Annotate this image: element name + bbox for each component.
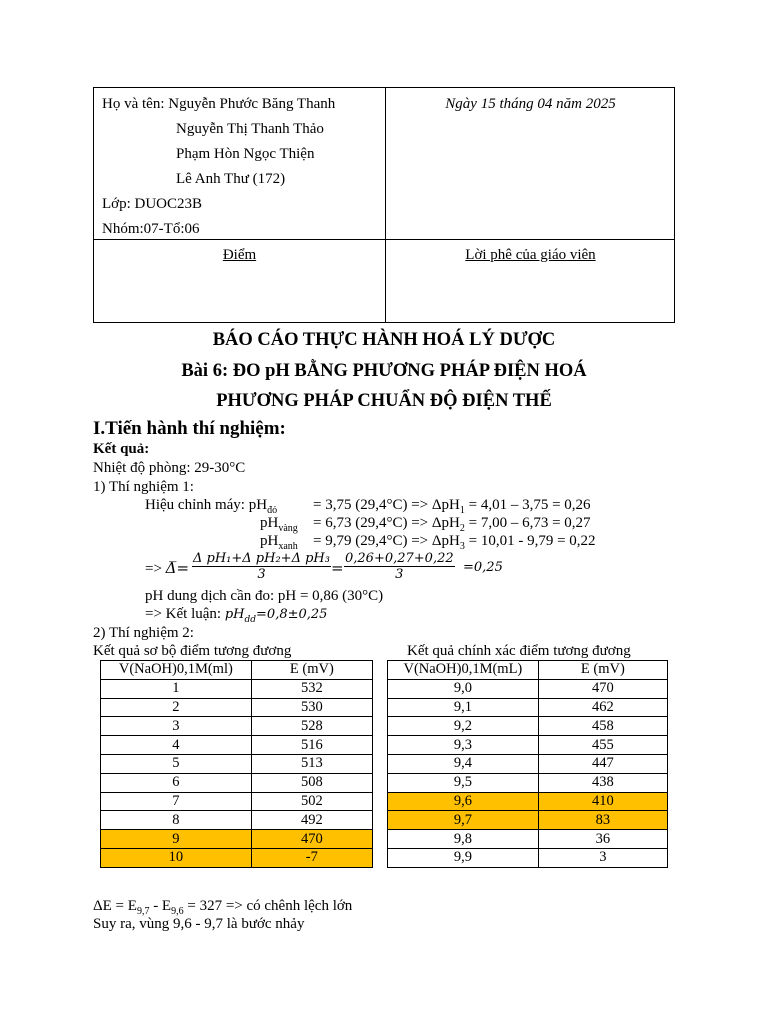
calibration-red: Hiệu chỉnh máy: $pH_{đỏ}$	[145, 497, 278, 516]
table-header-row	[388, 661, 668, 680]
potential-cell: 470	[538, 679, 667, 698]
volume-cell: 9,2	[388, 717, 539, 736]
average-formula-prefix: => Δ̅=	[145, 559, 190, 577]
member-name: Lê Anh Thư (172)	[176, 171, 286, 187]
header-divider-vertical	[385, 88, 386, 322]
average-fraction-symbolic: $\frac{\text{Δ pH₁+Δ pH₂+Δ pH₃}}{3}$	[193, 551, 330, 582]
table-row	[388, 792, 668, 811]
room-temperature: Nhiệt độ phòng: 29-30°C	[93, 460, 246, 476]
table-row	[388, 830, 668, 849]
potential-cell: 462	[538, 698, 667, 717]
equals-sign: =	[331, 559, 344, 577]
potential-cell: 492	[251, 811, 372, 830]
experiment-2-label: 2) Thí nghiệm 2:	[93, 625, 194, 641]
table-row	[101, 811, 373, 830]
member-name: Phạm Hòn Ngọc Thiện	[176, 146, 315, 162]
table-row	[388, 754, 668, 773]
potential-cell: 502	[251, 792, 372, 811]
table-row	[388, 736, 668, 755]
table-row	[388, 848, 668, 867]
table-row	[101, 736, 373, 755]
table-row	[101, 717, 373, 736]
volume-cell: 9,1	[388, 698, 539, 717]
potential-cell: 528	[251, 717, 372, 736]
class-line: Lớp: DUOC23B	[102, 196, 203, 212]
volume-cell: 9,6	[388, 792, 539, 811]
solution-ph: pH dung dịch cần đo: pH = 0,86 (30°C)	[145, 588, 384, 604]
volume-cell: 9,0	[388, 679, 539, 698]
report-title: BÁO CÁO THỰC HÀNH HOÁ LÝ DƯỢC	[212, 330, 556, 350]
potential-cell: 83	[538, 811, 667, 830]
table-header-row	[101, 661, 373, 680]
experiment-1-label: 1) Thí nghiệm 1:	[93, 479, 194, 495]
table-row	[388, 698, 668, 717]
exact-results-table	[387, 660, 668, 868]
section-heading: I.Tiến hành thí nghiệm:	[93, 418, 286, 439]
volume-cell: 9	[101, 830, 252, 849]
group-line: Nhóm:07-Tổ:06	[102, 221, 200, 237]
potential-cell: 410	[538, 792, 667, 811]
volume-cell: 1	[101, 679, 252, 698]
volume-cell: 2	[101, 698, 252, 717]
table-row	[388, 773, 668, 792]
calibration-blue: $pH_{xanh}$	[260, 533, 298, 552]
potential-cell: 513	[251, 754, 372, 773]
volume-cell: 3	[101, 717, 252, 736]
member-name: Nguyễn Thị Thanh Thảo	[176, 121, 324, 137]
calibration-blue-result: = 9,79 (29,4°C) => ΔpH$_3$ = 10,01 - 9,79 = 0,22	[313, 533, 596, 552]
column-header: V(NaOH)0,1M(mL)	[388, 661, 539, 680]
table-row	[101, 848, 373, 867]
method-title: PHƯƠNG PHÁP CHUẨN ĐỘ ĐIỆN THẾ	[216, 391, 552, 411]
teacher-comment-label: Lời phê của giáo viên	[465, 247, 596, 263]
preliminary-results-table	[100, 660, 373, 868]
header-info-box	[93, 87, 675, 323]
header-divider-horizontal	[94, 239, 674, 240]
volume-cell: 8	[101, 811, 252, 830]
potential-cell: 470	[251, 830, 372, 849]
potential-cell: 36	[538, 830, 667, 849]
delta-e-line: $\Delta E = E_{9,7} - E_{9,6} = 327$ => có chênh lệch lớn	[93, 898, 353, 917]
average-result: =0,25	[463, 560, 503, 575]
volume-cell: 9,9	[388, 848, 539, 867]
table-row	[388, 811, 668, 830]
potential-cell: 508	[251, 773, 372, 792]
table-row	[101, 754, 373, 773]
volume-cell: 4	[101, 736, 252, 755]
lesson-title: Bài 6: ĐO pH BẰNG PHƯƠNG PHÁP ĐIỆN HOÁ	[181, 361, 587, 381]
result-label: Kết quả:	[93, 441, 150, 457]
table-row	[101, 792, 373, 811]
column-header: E (mV)	[538, 661, 667, 680]
average-fraction-numeric: $\frac{0,26+0,27+0,22}{3}$	[345, 551, 454, 582]
potential-cell: 455	[538, 736, 667, 755]
potential-cell: -7	[251, 848, 372, 867]
potential-cell: 438	[538, 773, 667, 792]
volume-cell: 9,4	[388, 754, 539, 773]
score-label: Điểm	[222, 247, 257, 263]
calibration-yellow-result: = 6,73 (29,4°C) => ΔpH$_2$ = 7,00 – 6,73 = 0,27	[313, 515, 591, 534]
report-date: Ngày 15 tháng 04 năm 2025	[445, 96, 616, 112]
jump-conclusion: Suy ra, vùng 9,6 - 9,7 là bước nhảy	[93, 916, 305, 932]
column-header: E (mV)	[251, 661, 372, 680]
calibration-red-result: = 3,75 (29,4°C) => ΔpH$_1$ = 4,01 – 3,75 = 0,26	[313, 497, 591, 516]
volume-cell: 9,5	[388, 773, 539, 792]
table-row	[101, 830, 373, 849]
volume-cell: 7	[101, 792, 252, 811]
table-row	[101, 773, 373, 792]
volume-cell: 9,8	[388, 830, 539, 849]
table-row	[388, 679, 668, 698]
potential-cell: 447	[538, 754, 667, 773]
table-1-title: Kết quả sơ bộ điểm tương đương	[93, 643, 292, 659]
volume-cell: 10	[101, 848, 252, 867]
calibration-yellow: $pH_{vàng}$	[260, 515, 298, 534]
volume-cell: 9,3	[388, 736, 539, 755]
conclusion: => Kết luận: $pH_{dd}=0,8\pm 0,25$	[145, 606, 328, 625]
potential-cell: 532	[251, 679, 372, 698]
potential-cell: 3	[538, 848, 667, 867]
potential-cell: 458	[538, 717, 667, 736]
potential-cell: 530	[251, 698, 372, 717]
potential-cell: 516	[251, 736, 372, 755]
table-2-title: Kết quả chính xác điểm tương đương	[407, 643, 631, 659]
table-row	[101, 698, 373, 717]
volume-cell: 6	[101, 773, 252, 792]
column-header: V(NaOH)0,1M(ml)	[101, 661, 252, 680]
volume-cell: 5	[101, 754, 252, 773]
volume-cell: 9,7	[388, 811, 539, 830]
table-row	[388, 717, 668, 736]
student-name-label: Họ và tên: Nguyễn Phước Băng Thanh	[102, 96, 336, 112]
table-row	[101, 679, 373, 698]
